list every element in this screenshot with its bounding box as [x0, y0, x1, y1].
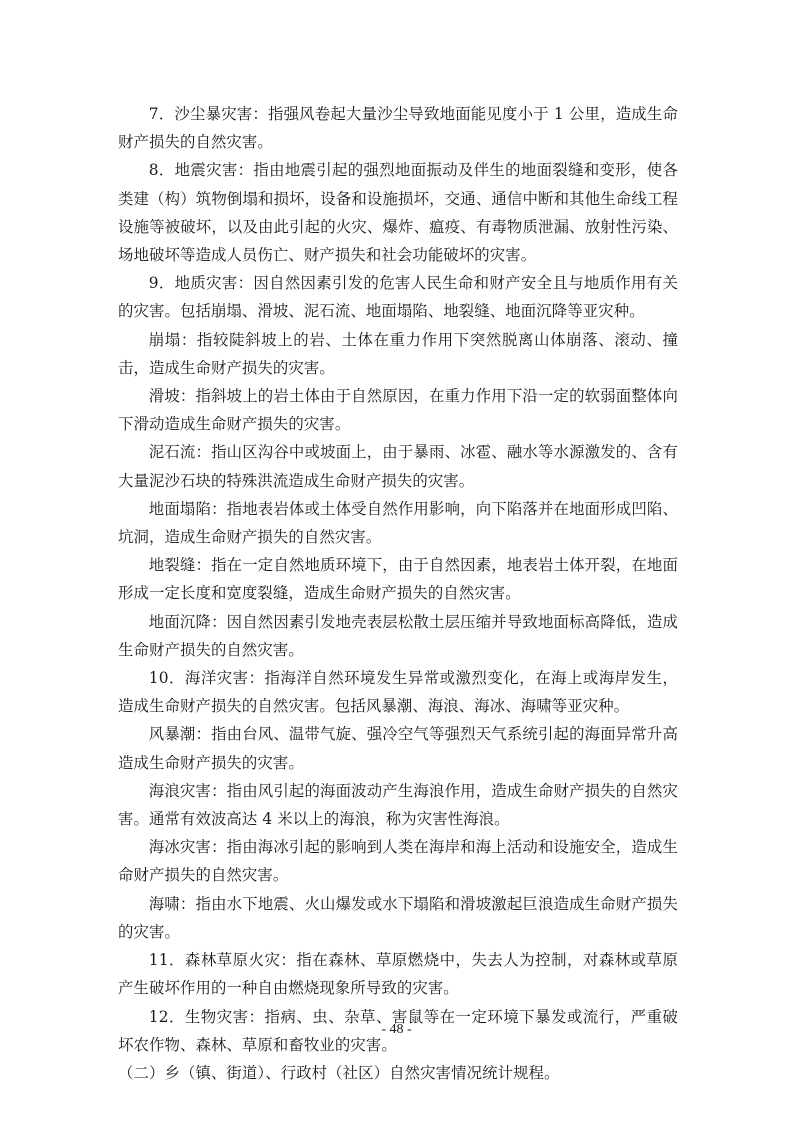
paragraph-landslide: 滑坡：指斜坡上的岩土体由于自然原因，在重力作用下沿一定的软弱面整体向下滑动造成生命财产损失的灾害。: [118, 387, 678, 434]
section-heading: （二）乡（镇、街道）、行政村（社区）自然灾害情况统计规程。: [118, 1063, 560, 1082]
paragraph-geological: 9．地质灾害：因自然因素引发的危害人民生命和财产安全且与地质作用有关的灾害。包括崩塌、滑坡、泥石流、地面塌陷、地裂缝、地面沉降等亚灾种。: [118, 274, 678, 321]
paragraph-tsunami: 海啸：指由水下地震、火山爆发或水下塌陷和滑坡激起巨浪造成生命财产损失的灾害。: [118, 894, 678, 941]
paragraph-biological: 12．生物灾害：指病、虫、杂草、害鼠等在一定环境下暴发或流行，严重破坏农作物、森林、草原和畜牧业的灾害。: [118, 1007, 678, 1054]
paragraph-earthquake: 8．地震灾害：指由地震引起的强烈地面振动及伴生的地面裂缝和变形，使各类建（构）筑物倒塌和损坏，设备和设施损坏，交通、通信中断和其他生命线工程设施等被破坏，以及由此引起的火灾、爆炸、瘟疫、有毒物质泄漏、放射性污染、场地破坏等造成人员伤亡、财产损失和社会功能破坏的灾害。: [118, 161, 678, 265]
paragraph-land-subsidence: 地面沉降：因自然因素引发地壳表层松散土层压缩并导致地面标高降低，造成生命财产损失的自然灾害。: [118, 612, 678, 659]
paragraph-ground-fissure: 地裂缝：指在一定自然地质环境下，由于自然因素，地表岩土体开裂，在地面形成一定长度和宽度裂缝，造成生命财产损失的自然灾害。: [118, 556, 678, 603]
paragraph-marine: 10．海洋灾害：指海洋自然环境发生异常或激烈变化，在海上或海岸发生，造成生命财产损失的自然灾害。包括风暴潮、海浪、海冰、海啸等亚灾种。: [118, 669, 678, 716]
page-number: - 48 -: [381, 1022, 412, 1037]
paragraph-forest-fire: 11．森林草原火灾：指在森林、草原燃烧中，失去人为控制，对森林或草原产生破坏作用的一种自由燃烧现象所导致的灾害。: [118, 951, 678, 998]
paragraph-sea-ice: 海冰灾害：指由海冰引起的影响到人类在海岸和海上活动和设施安全，造成生命财产损失的自然灾害。: [118, 838, 678, 885]
paragraph-wave: 海浪灾害：指由风引起的海面波动产生海浪作用，造成生命财产损失的自然灾害。通常有效波高达 4 米以上的海浪，称为灾害性海浪。: [118, 781, 678, 829]
document-body: [118, 100, 678, 1087]
paragraph-collapse: 崩塌：指较陡斜坡上的岩、土体在重力作用下突然脱离山体崩落、滚动、撞击，造成生命财产损失的灾害。: [118, 330, 678, 377]
paragraph-subsidence-collapse: 地面塌陷：指地表岩体或土体受自然作用影响，向下陷落并在地面形成凹陷、坑洞，造成生命财产损失的自然灾害。: [118, 499, 678, 547]
paragraph-debris-flow: 泥石流：指山区沟谷中或坡面上，由于暴雨、冰雹、融水等水源激发的、含有大量泥沙石块的特殊洪流造成生命财产损失的灾害。: [118, 443, 678, 490]
paragraph-sandstorm: 7．沙尘暴灾害：指强风卷起大量沙尘导致地面能见度小于 1 公里，造成生命财产损失的自然灾害。: [118, 105, 678, 152]
paragraph-storm-surge: 风暴潮：指由台风、温带气旋、强冷空气等强烈天气系统引起的海面异常升高造成生命财产损失的灾害。: [118, 725, 678, 772]
